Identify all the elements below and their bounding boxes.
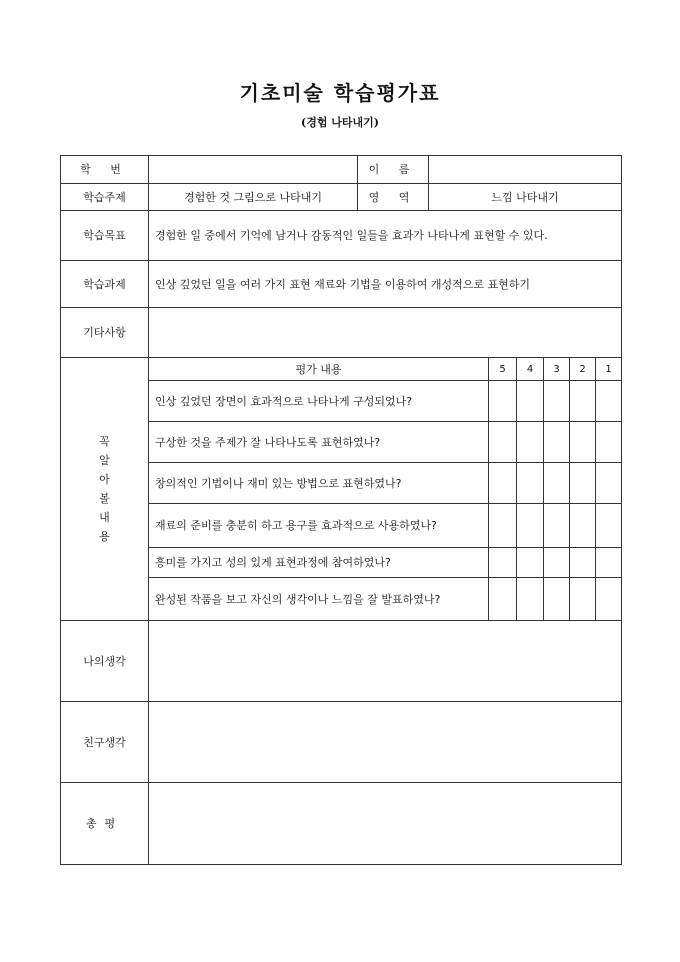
score-cell-3[interactable] <box>544 504 570 548</box>
score-cell-1[interactable] <box>596 504 622 548</box>
score-header-4: 4 <box>517 358 544 381</box>
task-value: 인상 깊었던 일을 여러 가지 표현 재료와 기법을 이용하여 개성적으로 표현하기 <box>149 261 622 308</box>
score-cell-2[interactable] <box>570 504 596 548</box>
goal-label: 학습목표 <box>61 211 149 261</box>
topic-label: 학습주제 <box>61 184 149 211</box>
name-label: 이 름 <box>358 156 429 184</box>
page-subtitle: (경험 나타내기) <box>301 116 379 129</box>
student-no-label: 학 번 <box>61 156 149 184</box>
score-cell-4[interactable] <box>517 504 544 548</box>
score-cell-5[interactable] <box>489 422 517 463</box>
score-cell-1[interactable] <box>596 578 622 621</box>
score-cell-4[interactable] <box>517 578 544 621</box>
evaluation-item: 인상 깊었던 장면이 효과적으로 나타나게 구성되었나? <box>149 381 489 422</box>
score-header-1: 1 <box>596 358 622 381</box>
section-label-char: 알 <box>99 454 110 467</box>
evaluation-item: 구상한 것을 주제가 잘 나타나도록 표현하였나? <box>149 422 489 463</box>
name-field[interactable] <box>429 156 622 184</box>
score-cell-2[interactable] <box>570 578 596 621</box>
topic-row <box>61 184 622 211</box>
page-title: 기초미술 학습평가표 <box>239 81 441 105</box>
evaluation-item: 완성된 작품을 보고 자신의 생각이나 느낌을 잘 발표하였나? <box>149 578 489 621</box>
score-cell-5[interactable] <box>489 504 517 548</box>
section-label-char: 아 <box>99 473 110 486</box>
score-cell-4[interactable] <box>517 422 544 463</box>
my-thought-label: 나의생각 <box>61 621 149 702</box>
score-cell-4[interactable] <box>517 548 544 578</box>
area-label: 영 역 <box>358 184 429 211</box>
topic-value: 경험한 것 그림으로 나타내기 <box>149 184 358 211</box>
student-info-row <box>61 156 622 184</box>
score-cell-3[interactable] <box>544 463 570 504</box>
etc-label: 기타사항 <box>61 308 149 358</box>
friend-thought-row <box>61 702 622 783</box>
score-cell-2[interactable] <box>570 548 596 578</box>
friend-thought-field[interactable] <box>149 702 622 783</box>
score-cell-3[interactable] <box>544 422 570 463</box>
section-label-char: 내 <box>99 511 110 524</box>
score-cell-5[interactable] <box>489 578 517 621</box>
friend-thought-label: 친구생각 <box>61 702 149 783</box>
section-label-char: 꼭 <box>99 435 110 448</box>
etc-row <box>61 308 622 358</box>
area-value: 느낌 나타내기 <box>429 184 622 211</box>
section-label-char: 용 <box>99 530 110 543</box>
score-cell-1[interactable] <box>596 422 622 463</box>
score-cell-3[interactable] <box>544 578 570 621</box>
score-cell-1[interactable] <box>596 548 622 578</box>
overall-row <box>61 783 622 865</box>
evaluation-header-row <box>61 358 622 381</box>
score-header-3: 3 <box>544 358 570 381</box>
overall-field[interactable] <box>149 783 622 865</box>
score-cell-1[interactable] <box>596 463 622 504</box>
evaluation-item: 흥미를 가지고 성의 있게 표현과정에 참여하였나? <box>149 548 489 578</box>
overall-label: 총평 <box>61 783 149 865</box>
score-header-5: 5 <box>489 358 517 381</box>
score-cell-2[interactable] <box>570 463 596 504</box>
score-cell-3[interactable] <box>544 548 570 578</box>
score-cell-2[interactable] <box>570 422 596 463</box>
section-label-char: 볼 <box>99 492 110 505</box>
score-cell-2[interactable] <box>570 381 596 422</box>
evaluation-item: 재료의 준비를 충분히 하고 용구를 효과적으로 사용하였나? <box>149 504 489 548</box>
score-header-2: 2 <box>570 358 596 381</box>
evaluation-form <box>60 155 622 865</box>
score-cell-5[interactable] <box>489 548 517 578</box>
score-cell-4[interactable] <box>517 381 544 422</box>
score-cell-5[interactable] <box>489 463 517 504</box>
score-cell-4[interactable] <box>517 463 544 504</box>
evaluation-section-label <box>61 358 149 621</box>
task-label: 학습과제 <box>61 261 149 308</box>
goal-row <box>61 211 622 261</box>
score-cell-5[interactable] <box>489 381 517 422</box>
goal-value: 경험한 일 중에서 기억에 남거나 감동적인 일들을 효과가 나타나게 표현할 수 있다. <box>149 211 622 261</box>
my-thought-field[interactable] <box>149 621 622 702</box>
score-cell-1[interactable] <box>596 381 622 422</box>
task-row <box>61 261 622 308</box>
etc-field[interactable] <box>149 308 622 358</box>
student-no-field[interactable] <box>149 156 358 184</box>
content-header: 평가 내용 <box>149 358 489 381</box>
score-cell-3[interactable] <box>544 381 570 422</box>
evaluation-item: 창의적인 기법이나 재미 있는 방법으로 표현하였나? <box>149 463 489 504</box>
my-thought-row <box>61 621 622 702</box>
